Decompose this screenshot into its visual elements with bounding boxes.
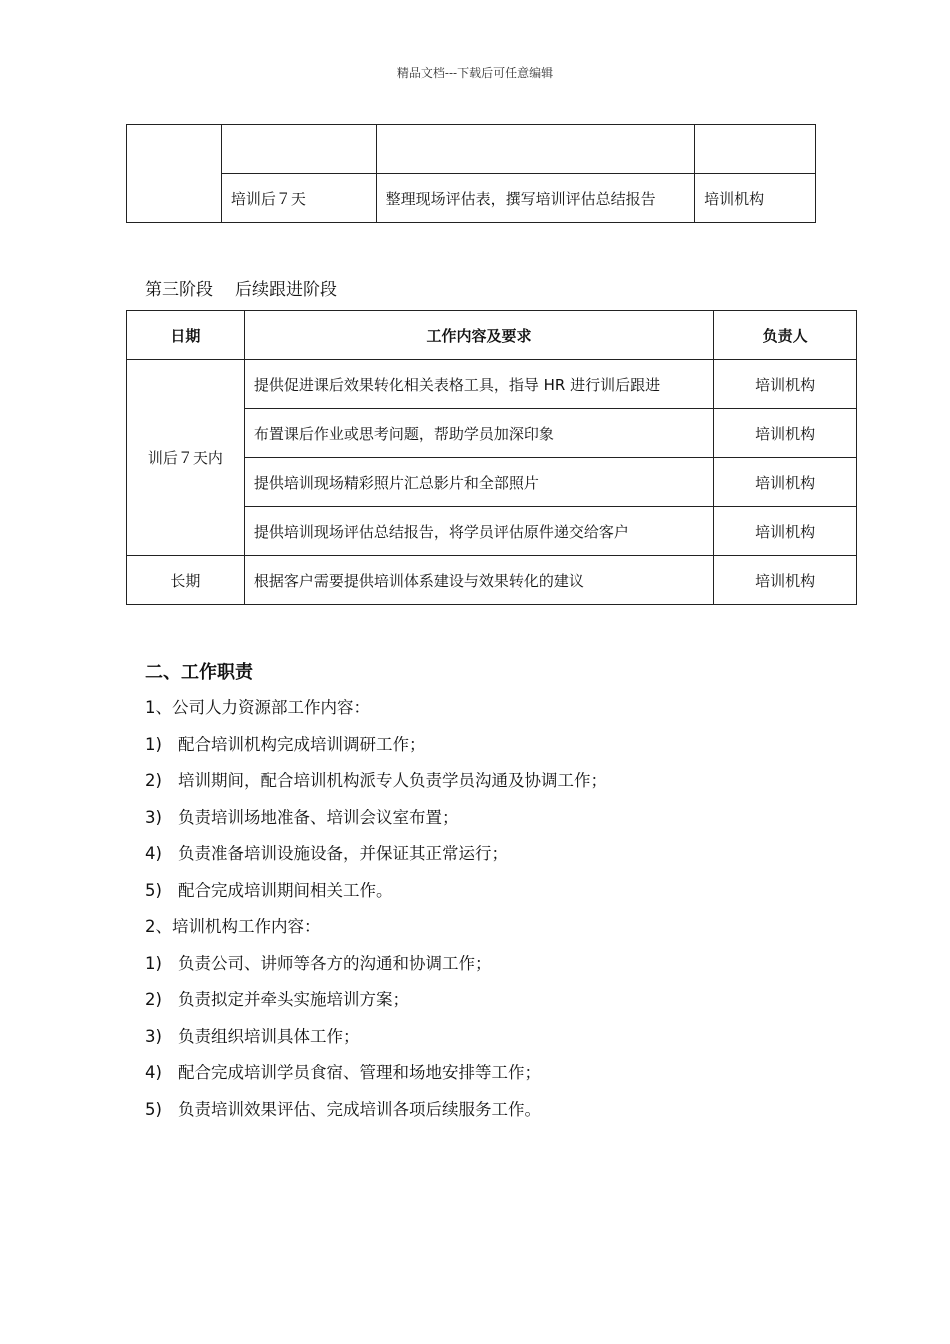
table-cell: 培训机构	[695, 174, 816, 223]
content-cell: 提供培训现场评估总结报告，将学员评估原件递交给客户	[244, 507, 713, 556]
table-cell: 培训后７天	[221, 174, 376, 223]
item-text: 培训期间，配合培训机构派专人负责学员沟通及协调工作；	[178, 771, 607, 790]
content-cell: 根据客户需要提供培训体系建设与效果转化的建议	[244, 556, 713, 605]
item-number: 5)	[145, 880, 162, 900]
item-text: 配合完成培训期间相关工作。	[178, 880, 393, 900]
date-cell: 训后７天内	[127, 360, 245, 556]
item-number: 2)	[145, 990, 162, 1009]
header-owner: 负责人	[714, 311, 857, 360]
owner-cell: 培训机构	[714, 458, 857, 507]
item-number: 3)	[145, 1026, 162, 1046]
phase3-title	[145, 275, 359, 300]
owner-cell: 培训机构	[714, 556, 857, 605]
owner-cell: 培训机构	[714, 507, 857, 556]
table-cell	[695, 125, 816, 174]
list-item	[145, 733, 607, 770]
item-text: 负责培训效果评估、完成培训各项后续服务工作。	[178, 1099, 541, 1119]
list-item	[145, 1098, 607, 1135]
item-text: 配合完成培训学员食宿、管理和场地安排等工作；	[178, 1063, 541, 1082]
table-header-row	[127, 311, 857, 360]
item-number: 5)	[145, 1099, 162, 1119]
phase3-label: 第三阶段	[145, 280, 213, 300]
header-date: 日期	[127, 311, 245, 360]
header-content: 工作内容及要求	[244, 311, 713, 360]
table-row	[127, 556, 857, 605]
item-text: 负责准备培训设施设备，并保证其正常运行；	[178, 844, 508, 863]
item-text: 负责培训场地准备、培训会议室布置；	[178, 807, 459, 827]
item-number: 2)	[145, 771, 162, 790]
table-row	[127, 360, 857, 409]
date-cell: 长期	[127, 556, 245, 605]
list-item	[145, 879, 607, 916]
item-text: 负责组织培训具体工作；	[178, 1026, 360, 1046]
content-cell: 布置课后作业或思考问题，帮助学员加深印象	[244, 409, 713, 458]
table-row	[127, 174, 816, 223]
item-number: 4)	[145, 844, 162, 863]
list-item	[145, 806, 607, 843]
content-cell: 提供培训现场精彩照片汇总影片和全部照片	[244, 458, 713, 507]
duties-list	[145, 696, 607, 1134]
owner-cell: 培训机构	[714, 360, 857, 409]
item-number: 1)	[145, 734, 162, 754]
table-cell	[376, 125, 695, 174]
item-text: 配合培训机构完成培训调研工作；	[178, 734, 426, 754]
item-text: 负责公司、讲师等各方的沟通和协调工作；	[178, 953, 492, 973]
list-item	[145, 1025, 607, 1062]
item-number: 4)	[145, 1063, 162, 1082]
item-number: 3)	[145, 807, 162, 827]
item-text: 负责拟定并牵头实施培训方案；	[178, 990, 409, 1009]
owner-cell: 培训机构	[714, 409, 857, 458]
table-cell: 整理现场评估表，撰写培训评估总结报告	[376, 174, 695, 223]
subsection-heading: 1、公司人力资源部工作内容：	[145, 698, 370, 717]
table-cell	[127, 125, 222, 223]
list-item	[145, 988, 607, 1025]
table-row	[127, 125, 816, 174]
list-item	[145, 952, 607, 989]
content-cell: 提供促进课后效果转化相关表格工具，指导 HR 进行训后跟进	[244, 360, 713, 409]
table-cell	[221, 125, 376, 174]
page-header-note: 精品文档---下载后可任意编辑	[396, 66, 554, 80]
list-item	[145, 842, 607, 879]
follow-up-table	[126, 310, 857, 605]
section2-title: 二、工作职责	[145, 662, 253, 683]
phase3-name: 后续跟进阶段	[235, 280, 337, 300]
list-item	[145, 1061, 607, 1098]
training-schedule-table-continued	[126, 124, 816, 223]
item-number: 1)	[145, 953, 162, 973]
subsection-heading: 2、培训机构工作内容：	[145, 917, 321, 936]
list-item	[145, 769, 607, 806]
